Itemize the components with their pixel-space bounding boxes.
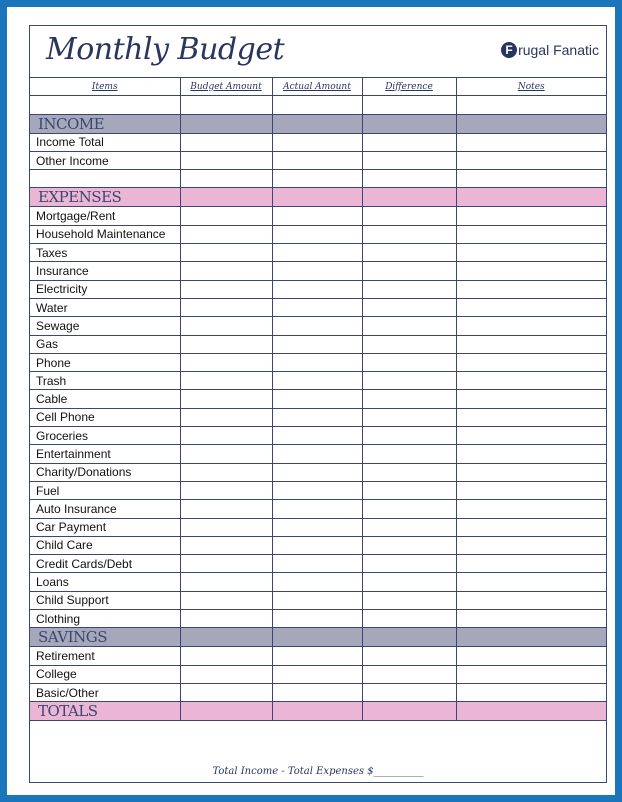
table-row xyxy=(30,481,606,499)
table-row xyxy=(30,372,606,390)
item-label: Household Maintenance xyxy=(30,225,180,243)
budget-amount-cell[interactable] xyxy=(180,408,272,426)
table-row xyxy=(30,445,606,463)
difference-cell[interactable] xyxy=(362,536,456,554)
item-label: Clothing xyxy=(30,610,180,628)
difference-cell[interactable] xyxy=(362,298,456,316)
table-row xyxy=(30,207,606,225)
totals-formula: Total Income - Total Expenses $__________ xyxy=(212,766,424,777)
notes-cell xyxy=(456,628,606,647)
item-label: Gas xyxy=(30,335,180,353)
difference-cell[interactable] xyxy=(362,353,456,371)
column-header-difference: Difference xyxy=(362,78,456,96)
notes-cell xyxy=(456,188,606,207)
actual-amount-cell[interactable] xyxy=(272,170,362,188)
brand-logo xyxy=(501,42,599,58)
difference-cell[interactable] xyxy=(362,408,456,426)
budget-amount-cell[interactable] xyxy=(180,445,272,463)
item-label: Loans xyxy=(30,573,180,591)
page-title: Monthly Budget xyxy=(46,32,285,67)
item-label: Charity/Donations xyxy=(30,463,180,481)
notes-cell[interactable] xyxy=(456,610,606,628)
item-label: Car Payment xyxy=(30,518,180,536)
difference-cell[interactable] xyxy=(362,133,456,151)
column-header-notes: Notes xyxy=(456,78,606,96)
budget-amount-cell[interactable] xyxy=(180,225,272,243)
brand-initial-badge: F xyxy=(501,42,517,58)
budget-amount-cell[interactable] xyxy=(180,500,272,518)
actual-amount-cell xyxy=(272,188,362,207)
budget-amount-cell[interactable] xyxy=(180,96,272,114)
actual-amount-cell[interactable] xyxy=(272,591,362,609)
item-label: Income Total xyxy=(30,133,180,151)
budget-amount-cell[interactable] xyxy=(180,207,272,225)
actual-amount-cell[interactable] xyxy=(272,647,362,665)
difference-cell[interactable] xyxy=(362,151,456,169)
budget-amount-cell[interactable] xyxy=(180,317,272,335)
difference-cell[interactable] xyxy=(362,610,456,628)
table-row xyxy=(30,353,606,371)
budget-amount-cell[interactable] xyxy=(180,463,272,481)
difference-cell[interactable] xyxy=(362,481,456,499)
actual-amount-cell[interactable] xyxy=(272,536,362,554)
notes-cell[interactable] xyxy=(456,372,606,390)
actual-amount-cell[interactable] xyxy=(272,133,362,151)
actual-amount-cell[interactable] xyxy=(272,353,362,371)
difference-cell[interactable] xyxy=(362,665,456,683)
table-row xyxy=(30,225,606,243)
budget-amount-cell[interactable] xyxy=(180,610,272,628)
brand-name: rugal Fanatic xyxy=(518,42,599,58)
difference-cell[interactable] xyxy=(362,427,456,445)
actual-amount-cell[interactable] xyxy=(272,610,362,628)
difference-cell[interactable] xyxy=(362,317,456,335)
actual-amount-cell xyxy=(272,114,362,133)
table-row xyxy=(30,463,606,481)
section-title-savings: SAVINGS xyxy=(30,628,180,647)
blank-row xyxy=(30,96,606,114)
item-label: College xyxy=(30,665,180,683)
budget-amount-cell[interactable] xyxy=(180,591,272,609)
column-header-actual-amount: Actual Amount xyxy=(272,78,362,96)
notes-cell[interactable] xyxy=(456,170,606,188)
budget-amount-cell[interactable] xyxy=(180,518,272,536)
budget-amount-cell xyxy=(180,702,272,721)
actual-amount-cell[interactable] xyxy=(272,335,362,353)
item-label: Sewage xyxy=(30,317,180,335)
notes-cell[interactable] xyxy=(456,298,606,316)
item-label: Child Care xyxy=(30,536,180,554)
actual-amount-cell[interactable] xyxy=(272,151,362,169)
actual-amount-cell[interactable] xyxy=(272,298,362,316)
difference-cell[interactable] xyxy=(362,372,456,390)
notes-cell[interactable] xyxy=(456,463,606,481)
difference-cell[interactable] xyxy=(362,463,456,481)
notes-cell[interactable] xyxy=(456,481,606,499)
notes-cell xyxy=(456,114,606,133)
section-title-expenses: EXPENSES xyxy=(30,188,180,207)
budget-amount-cell[interactable] xyxy=(180,372,272,390)
budget-amount-cell[interactable] xyxy=(180,244,272,262)
budget-amount-cell[interactable] xyxy=(180,262,272,280)
section-income xyxy=(30,114,606,133)
table-row xyxy=(30,573,606,591)
section-totals xyxy=(30,702,606,721)
actual-amount-cell[interactable] xyxy=(272,463,362,481)
difference-cell[interactable] xyxy=(362,335,456,353)
difference-cell[interactable] xyxy=(362,390,456,408)
notes-cell[interactable] xyxy=(456,225,606,243)
column-header-budget-amount: Budget Amount xyxy=(180,78,272,96)
item-label: Cell Phone xyxy=(30,408,180,426)
difference-cell[interactable] xyxy=(362,207,456,225)
notes-cell[interactable] xyxy=(456,280,606,298)
notes-cell[interactable] xyxy=(456,555,606,573)
actual-amount-cell[interactable] xyxy=(272,481,362,499)
notes-cell[interactable] xyxy=(456,500,606,518)
item-label: Credit Cards/Debt xyxy=(30,555,180,573)
notes-cell[interactable] xyxy=(456,518,606,536)
notes-cell[interactable] xyxy=(456,207,606,225)
table-row xyxy=(30,244,606,262)
actual-amount-cell[interactable] xyxy=(272,573,362,591)
actual-amount-cell[interactable] xyxy=(272,500,362,518)
difference-cell xyxy=(362,188,456,207)
table-row xyxy=(30,280,606,298)
table-row xyxy=(30,427,606,445)
item-label: Electricity xyxy=(30,280,180,298)
budget-amount-cell[interactable] xyxy=(180,536,272,554)
item-label: Basic/Other xyxy=(30,683,180,701)
table-row xyxy=(30,555,606,573)
difference-cell[interactable] xyxy=(362,500,456,518)
notes-cell[interactable] xyxy=(456,647,606,665)
budget-amount-cell[interactable] xyxy=(180,353,272,371)
budget-amount-cell[interactable] xyxy=(180,390,272,408)
item-label: Water xyxy=(30,298,180,316)
difference-cell[interactable] xyxy=(362,244,456,262)
actual-amount-cell[interactable] xyxy=(272,225,362,243)
notes-cell[interactable] xyxy=(456,96,606,114)
table-row xyxy=(30,536,606,554)
item-label: Other Income xyxy=(30,151,180,169)
budget-amount-cell[interactable] xyxy=(180,427,272,445)
section-title-totals: TOTALS xyxy=(30,702,180,721)
table-row xyxy=(30,151,606,169)
notes-cell[interactable] xyxy=(456,445,606,463)
item-label: Child Support xyxy=(30,591,180,609)
difference-cell[interactable] xyxy=(362,170,456,188)
budget-amount-cell[interactable] xyxy=(180,280,272,298)
actual-amount-cell[interactable] xyxy=(272,683,362,701)
item-label: Auto Insurance xyxy=(30,500,180,518)
difference-cell[interactable] xyxy=(362,225,456,243)
notes-cell[interactable] xyxy=(456,427,606,445)
table-row xyxy=(30,408,606,426)
actual-amount-cell[interactable] xyxy=(272,96,362,114)
section-title-income: INCOME xyxy=(30,114,180,133)
budget-amount-cell xyxy=(180,188,272,207)
difference-cell[interactable] xyxy=(362,573,456,591)
difference-cell[interactable] xyxy=(362,591,456,609)
table-row xyxy=(30,390,606,408)
notes-cell[interactable] xyxy=(456,133,606,151)
item-label xyxy=(30,96,180,114)
difference-cell[interactable] xyxy=(362,445,456,463)
difference-cell[interactable] xyxy=(362,280,456,298)
notes-cell[interactable] xyxy=(456,591,606,609)
table-row xyxy=(30,518,606,536)
budget-amount-cell[interactable] xyxy=(180,555,272,573)
actual-amount-cell xyxy=(272,702,362,721)
notes-cell[interactable] xyxy=(456,683,606,701)
column-header-items: Items xyxy=(30,78,180,96)
budget-amount-cell[interactable] xyxy=(180,665,272,683)
actual-amount-cell[interactable] xyxy=(272,207,362,225)
item-label: Taxes xyxy=(30,244,180,262)
notes-cell[interactable] xyxy=(456,335,606,353)
difference-cell xyxy=(362,702,456,721)
budget-amount-cell[interactable] xyxy=(180,335,272,353)
difference-cell[interactable] xyxy=(362,518,456,536)
section-expenses xyxy=(30,188,606,207)
budget-amount-cell[interactable] xyxy=(180,298,272,316)
budget-amount-cell xyxy=(180,628,272,647)
actual-amount-cell[interactable] xyxy=(272,372,362,390)
section-savings xyxy=(30,628,606,647)
actual-amount-cell[interactable] xyxy=(272,280,362,298)
difference-cell[interactable] xyxy=(362,555,456,573)
actual-amount-cell xyxy=(272,628,362,647)
notes-cell[interactable] xyxy=(456,408,606,426)
actual-amount-cell[interactable] xyxy=(272,665,362,683)
budget-amount-cell[interactable] xyxy=(180,683,272,701)
item-label: Groceries xyxy=(30,427,180,445)
item-label: Cable xyxy=(30,390,180,408)
difference-cell xyxy=(362,628,456,647)
actual-amount-cell[interactable] xyxy=(272,555,362,573)
notes-cell[interactable] xyxy=(456,151,606,169)
item-label: Mortgage/Rent xyxy=(30,207,180,225)
table-row xyxy=(30,262,606,280)
budget-table-body xyxy=(30,96,606,721)
actual-amount-cell[interactable] xyxy=(272,427,362,445)
item-label xyxy=(30,170,180,188)
difference-cell[interactable] xyxy=(362,96,456,114)
actual-amount-cell[interactable] xyxy=(272,390,362,408)
budget-amount-cell[interactable] xyxy=(180,573,272,591)
table-row xyxy=(30,610,606,628)
difference-cell[interactable] xyxy=(362,262,456,280)
notes-cell[interactable] xyxy=(456,317,606,335)
notes-cell[interactable] xyxy=(456,390,606,408)
table-row xyxy=(30,500,606,518)
actual-amount-cell[interactable] xyxy=(272,317,362,335)
budget-amount-cell[interactable] xyxy=(180,647,272,665)
table-row xyxy=(30,683,606,701)
item-label: Insurance xyxy=(30,262,180,280)
actual-amount-cell[interactable] xyxy=(272,262,362,280)
budget-amount-cell[interactable] xyxy=(180,170,272,188)
table-row xyxy=(30,317,606,335)
budget-amount-cell[interactable] xyxy=(180,481,272,499)
difference-cell xyxy=(362,114,456,133)
table-row xyxy=(30,298,606,316)
item-label: Phone xyxy=(30,353,180,371)
notes-cell[interactable] xyxy=(456,244,606,262)
table-row xyxy=(30,335,606,353)
table-row xyxy=(30,591,606,609)
column-header-row xyxy=(30,78,606,96)
difference-cell[interactable] xyxy=(362,647,456,665)
budget-amount-cell[interactable] xyxy=(180,133,272,151)
actual-amount-cell[interactable] xyxy=(272,518,362,536)
item-label: Entertainment xyxy=(30,445,180,463)
item-label: Trash xyxy=(30,372,180,390)
notes-cell[interactable] xyxy=(456,353,606,371)
actual-amount-cell[interactable] xyxy=(272,244,362,262)
notes-cell[interactable] xyxy=(456,573,606,591)
budget-sheet xyxy=(29,25,607,783)
budget-table xyxy=(30,77,606,721)
actual-amount-cell[interactable] xyxy=(272,408,362,426)
notes-cell[interactable] xyxy=(456,262,606,280)
notes-cell xyxy=(456,702,606,721)
notes-cell[interactable] xyxy=(456,665,606,683)
blank-row xyxy=(30,170,606,188)
item-label: Fuel xyxy=(30,481,180,499)
table-row xyxy=(30,647,606,665)
budget-amount-cell xyxy=(180,114,272,133)
table-row xyxy=(30,665,606,683)
budget-amount-cell[interactable] xyxy=(180,151,272,169)
notes-cell[interactable] xyxy=(456,536,606,554)
difference-cell[interactable] xyxy=(362,683,456,701)
actual-amount-cell[interactable] xyxy=(272,445,362,463)
table-row xyxy=(30,133,606,151)
item-label: Retirement xyxy=(30,647,180,665)
